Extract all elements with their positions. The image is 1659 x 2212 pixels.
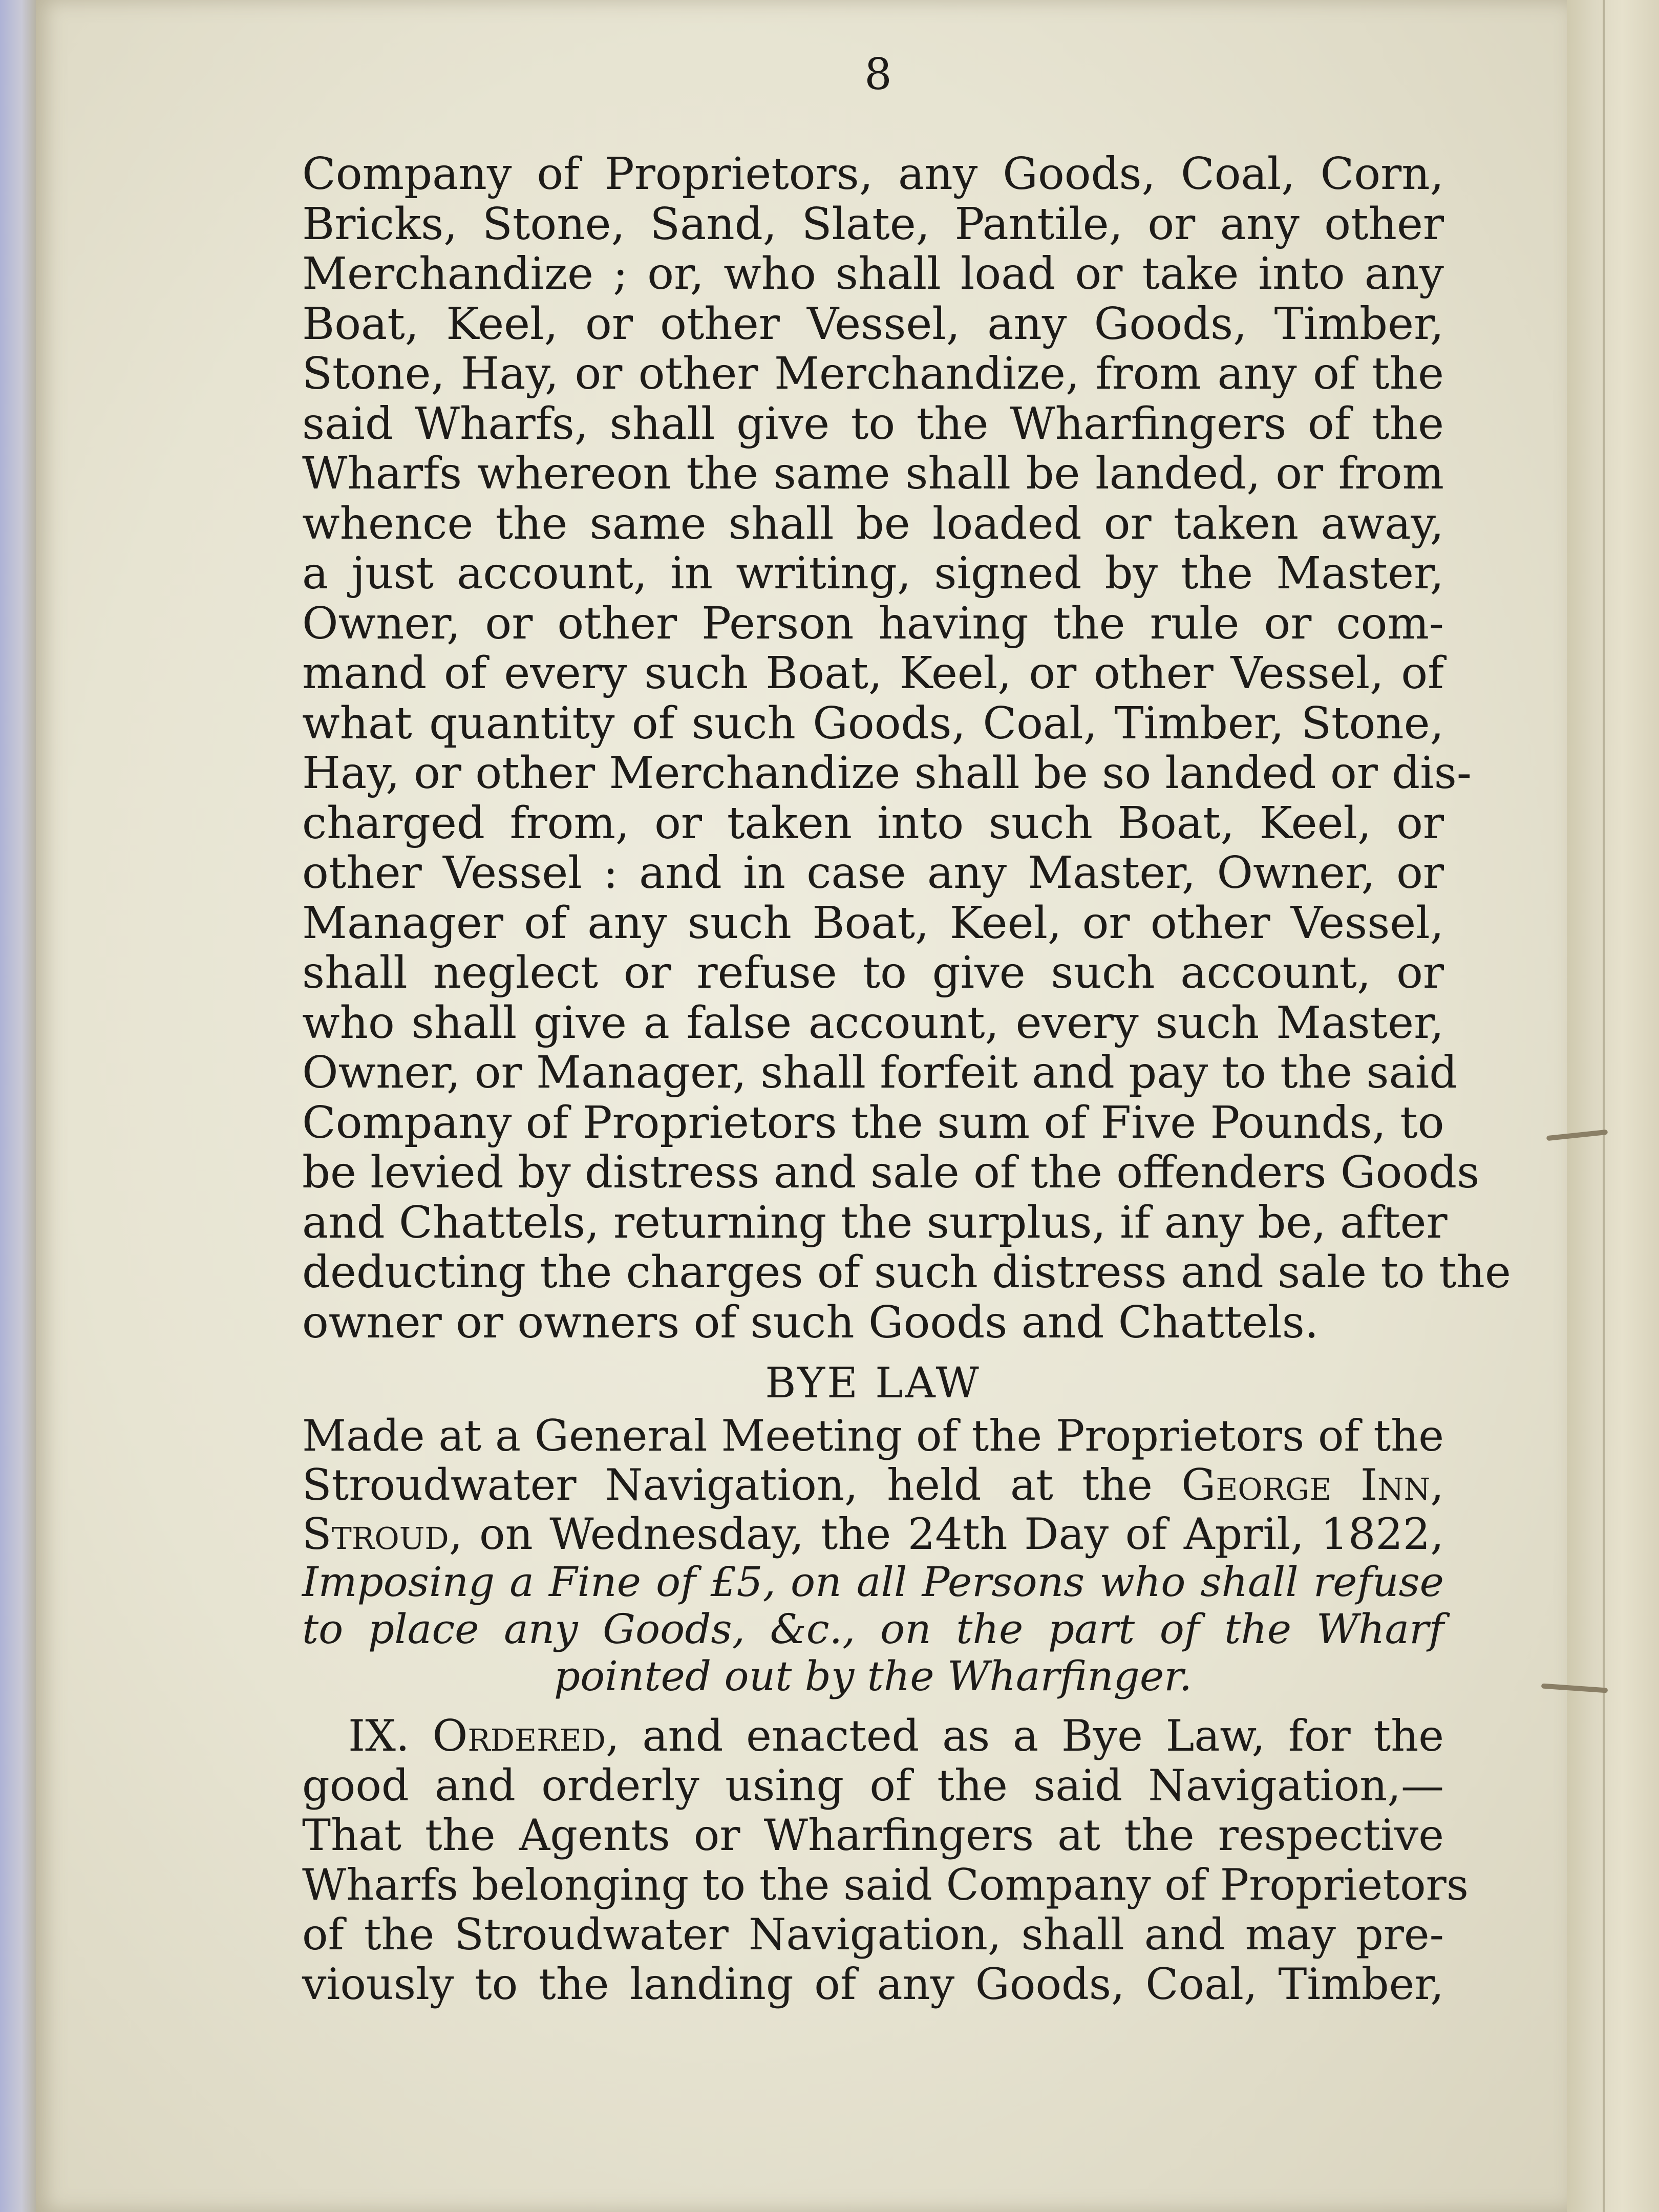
meeting-line <box>302 1509 1444 1559</box>
meeting-line: Made at a General Meeting of the Proprietors of the <box>302 1411 1444 1461</box>
text-line: owner or owners of such Goods and Chattels. <box>302 1296 1319 1348</box>
text-line: a just account, in writing, signed by the Master, <box>302 548 1444 599</box>
section-line: of the Stroudwater Navigation, shall and may pre- <box>302 1909 1444 1960</box>
text-line: Boat, Keel, or other Vessel, any Goods, Timber, <box>302 298 1444 350</box>
text-line: Bricks, Stone, Sand, Slate, Pantile, or any other <box>302 198 1444 250</box>
text-line: who shall give a false account, every such Master, <box>302 997 1444 1049</box>
text-line: Owner, or Manager, shall forfeit and pay to the said <box>302 1047 1458 1098</box>
text-line: whence the same shall be loaded or taken away, <box>302 498 1444 549</box>
meeting-statement <box>302 1411 1444 1559</box>
section-line: good and orderly using of the said Navigation,— <box>302 1760 1444 1811</box>
section-ix <box>302 1711 1469 2009</box>
section-numeral: IX. <box>348 1711 433 1761</box>
meeting-date-text: on Wednesday, the 24th Day of April, 1822, <box>462 1509 1444 1559</box>
meeting-line <box>302 1460 1444 1509</box>
text-line: Wharfs whereon the same shall be landed, or from <box>302 448 1444 499</box>
text-line: charged from, or taken into such Boat, Keel, or <box>302 797 1444 849</box>
text-line: Hay, or other Merchandize shall be so landed or dis- <box>302 748 1472 799</box>
section-line <box>302 1711 1444 1761</box>
section-line: viously to the landing of any Goods, Coal, Timber, <box>302 1959 1444 2009</box>
italic-line: to place any Goods, &c., on the part of the Wharf <box>302 1605 1444 1653</box>
text-line: Company of Proprietors the sum of Five Pounds, to <box>302 1097 1444 1148</box>
town-name: Stroud, <box>302 1509 463 1559</box>
imposing-fine-note <box>302 1559 1444 1700</box>
text-line: shall neglect or refuse to give such account, or <box>302 947 1444 998</box>
text-line: mand of every such Boat, Keel, or other Vessel, of <box>302 648 1444 699</box>
text-line: be levied by distress and sale of the offenders Goods <box>302 1147 1480 1198</box>
bye-law-heading: BYE LAW <box>765 1359 981 1408</box>
gutter-line <box>1603 0 1605 2212</box>
text-line: said Wharfs, shall give to the Wharfingers of the <box>302 398 1444 450</box>
text-line: what quantity of such Goods, Coal, Timber, Stone, <box>302 697 1444 749</box>
meeting-line-text: Stroudwater Navigation, held at the <box>302 1460 1182 1510</box>
text-line: Owner, or other Person having the rule or com- <box>302 598 1444 649</box>
italic-line: Imposing a Fine of £5, on all Persons who shall refuse <box>302 1558 1444 1606</box>
text-line: Stone, Hay, or other Merchandize, from any of the <box>302 348 1444 399</box>
text-line: deducting the charges of such distress and sale to the <box>302 1247 1511 1298</box>
inn-name: George Inn, <box>1181 1460 1444 1510</box>
italic-line: pointed out by the Wharfinger. <box>554 1652 1193 1700</box>
text-line: Company of Proprietors, any Goods, Coal, Corn, <box>302 148 1444 200</box>
text-line: and Chattels, returning the surplus, if any be, after <box>302 1197 1448 1248</box>
section-line-text: and enacted as a Bye Law, for the <box>619 1711 1444 1761</box>
ordered-word: Ordered, <box>432 1711 620 1761</box>
page-text <box>302 148 1511 2009</box>
text-line: other Vessel : and in case any Master, Owner, or <box>302 847 1444 899</box>
text-line: Manager of any such Boat, Keel, or other Vessel, <box>302 897 1444 949</box>
section-line: Wharfs belonging to the said Company of Proprietors <box>302 1860 1469 1910</box>
section-line: That the Agents or Wharfingers at the respective <box>302 1810 1444 1860</box>
paragraph-continuation <box>302 148 1511 1348</box>
page-number: 8 <box>864 49 892 99</box>
spacer <box>302 1700 1444 1711</box>
text-line: Merchandize ; or, who shall load or take into any <box>302 248 1444 300</box>
page-gutter <box>1567 0 1659 2212</box>
backdrop-left <box>0 0 36 2212</box>
